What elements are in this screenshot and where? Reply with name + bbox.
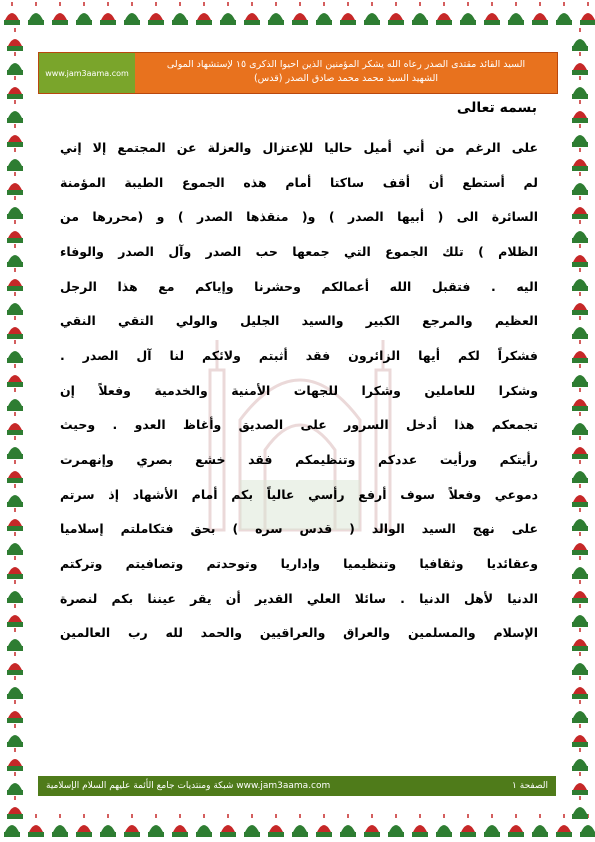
mosque-motif-icon: [28, 2, 44, 25]
mosque-motif-icon: [7, 268, 23, 291]
mosque-motif-icon: [572, 436, 588, 459]
body-line: على الرغم من أني أميل حاليا للإعتزال والعزلة عن المجتمع إلا إني: [60, 139, 538, 155]
mosque-motif-icon: [7, 556, 23, 579]
body-line: الظلام ) تلك الجموع التي جمعها حب الصدر وآل الصدر والوفاء: [60, 243, 538, 259]
mosque-motif-icon: [7, 676, 23, 699]
mosque-motif-icon: [7, 340, 23, 363]
header-title-line-2: الشهيد السيد محمد محمد صادق الصدر (قدس): [253, 73, 439, 84]
header-bar: [38, 52, 558, 94]
mosque-motif-icon: [7, 724, 23, 747]
mosque-motif-icon: [532, 2, 548, 25]
mosque-motif-icon: [7, 196, 23, 219]
mosque-motif-icon: [7, 436, 23, 459]
mosque-motif-icon: [268, 2, 284, 25]
mosque-motif-icon: [7, 460, 23, 483]
mosque-motif-icon: [460, 2, 476, 25]
mosque-motif-icon: [7, 364, 23, 387]
mosque-motif-icon: [572, 724, 588, 747]
mosque-motif-icon: [572, 172, 588, 195]
mosque-motif-icon: [484, 2, 500, 25]
mosque-motif-icon: [244, 814, 260, 837]
mosque-motif-icon: [572, 340, 588, 363]
mosque-motif-icon: [532, 814, 548, 837]
mosque-motif-icon: [572, 364, 588, 387]
body-line: اليه . فتقبل الله أعمالكم وحشرنا وإياكم مع هذا الرجل: [60, 278, 538, 294]
mosque-motif-icon: [484, 814, 500, 837]
mosque-motif-icon: [172, 2, 188, 25]
footer-site-url[interactable]: www.jam3aama.com: [236, 781, 331, 791]
mosque-motif-icon: [572, 268, 588, 291]
mosque-motif-icon: [7, 532, 23, 555]
footer-bar: [38, 776, 556, 796]
mosque-motif-icon: [7, 580, 23, 603]
mosque-motif-icon: [220, 814, 236, 837]
mosque-motif-icon: [572, 148, 588, 171]
mosque-motif-icon: [7, 100, 23, 123]
mosque-motif-icon: [572, 556, 588, 579]
mosque-motif-icon: [7, 292, 23, 315]
mosque-motif-icon: [572, 52, 588, 75]
body-line: الدنيا لأهل الدنيا . سائلا العلي القدير أن يقر عيننا بكم لنصرة: [60, 590, 538, 606]
mosque-motif-icon: [508, 814, 524, 837]
mosque-motif-icon: [436, 814, 452, 837]
mosque-motif-icon: [572, 652, 588, 675]
mosque-motif-icon: [7, 220, 23, 243]
mosque-motif-icon: [7, 28, 23, 51]
mosque-motif-icon: [268, 814, 284, 837]
body-line: فشكراً لكم أيها الزائرون فقد أثبتم ولائكم لنا آل الصدر .: [60, 347, 538, 363]
mosque-motif-icon: [7, 484, 23, 507]
mosque-motif-icon: [100, 2, 116, 25]
mosque-motif-icon: [364, 2, 380, 25]
body-line: وعقائديا وثقافيا وتنظيميا وإداريا وتوحدتم وتصافيتم وتركتم: [60, 556, 538, 572]
mosque-motif-icon: [572, 460, 588, 483]
mosque-motif-icon: [52, 814, 68, 837]
mosque-motif-icon: [76, 2, 92, 25]
mosque-motif-icon: [572, 316, 588, 339]
mosque-motif-icon: [572, 412, 588, 435]
header-site-url[interactable]: www.jam3aama.com: [39, 53, 135, 93]
mosque-motif-icon: [572, 124, 588, 147]
mosque-motif-icon: [244, 2, 260, 25]
document-heading: بسمه تعالى: [456, 100, 537, 116]
mosque-motif-icon: [220, 2, 236, 25]
mosque-motif-icon: [148, 814, 164, 837]
mosque-motif-icon: [572, 532, 588, 555]
mosque-motif-icon: [572, 508, 588, 531]
mosque-motif-icon: [572, 700, 588, 723]
mosque-motif-icon: [572, 220, 588, 243]
mosque-motif-icon: [100, 814, 116, 837]
mosque-motif-icon: [388, 814, 404, 837]
mosque-motif-icon: [7, 772, 23, 795]
mosque-motif-icon: [7, 628, 23, 651]
mosque-motif-icon: [124, 2, 140, 25]
mosque-motif-icon: [52, 2, 68, 25]
mosque-motif-icon: [7, 244, 23, 267]
mosque-motif-icon: [572, 292, 588, 315]
mosque-motif-icon: [316, 814, 332, 837]
body-line: وشكرا للعاملين وشكرا للجهات الأمنية والخدمية وفعلاً إن: [60, 382, 538, 398]
mosque-motif-icon: [572, 580, 588, 603]
mosque-motif-icon: [572, 28, 588, 51]
mosque-motif-icon: [508, 2, 524, 25]
mosque-motif-icon: [7, 76, 23, 99]
header-title: [135, 53, 557, 93]
body-line: الإسلام والمسلمين والعراق والعراقيين والحمد لله رب العالمين: [60, 625, 538, 641]
mosque-motif-icon: [572, 604, 588, 627]
mosque-motif-icon: [7, 172, 23, 195]
document-body: [60, 130, 538, 650]
mosque-motif-icon: [7, 700, 23, 723]
mosque-motif-icon: [292, 814, 308, 837]
footer-network-name: [46, 781, 330, 791]
mosque-motif-icon: [412, 814, 428, 837]
bottom-border-ornament: [0, 812, 595, 842]
top-border-ornament: [0, 0, 595, 30]
mosque-motif-icon: [340, 814, 356, 837]
mosque-motif-icon: [460, 814, 476, 837]
body-line: تجمعكم هذا أدخل السرور على الصديق وأغاظ العدو . وحيث: [60, 417, 538, 433]
mosque-motif-icon: [364, 814, 380, 837]
mosque-motif-icon: [7, 412, 23, 435]
mosque-motif-icon: [7, 508, 23, 531]
mosque-motif-icon: [196, 2, 212, 25]
mosque-motif-icon: [124, 814, 140, 837]
mosque-motif-icon: [148, 2, 164, 25]
mosque-motif-icon: [572, 772, 588, 795]
mosque-motif-icon: [572, 796, 588, 819]
mosque-motif-icon: [572, 484, 588, 507]
right-border-ornament: [565, 0, 595, 842]
body-line: رأيتكم ورأيت عددكم وتنظيمكم فقد خشع بصري وإنهمرت: [60, 452, 538, 468]
mosque-motif-icon: [572, 388, 588, 411]
mosque-motif-icon: [572, 244, 588, 267]
mosque-motif-icon: [572, 196, 588, 219]
mosque-motif-icon: [76, 814, 92, 837]
mosque-motif-icon: [340, 2, 356, 25]
mosque-motif-icon: [7, 604, 23, 627]
mosque-motif-icon: [388, 2, 404, 25]
body-line: السائرة الى ( أبيها الصدر ) و( منقذها الصدر ) و (محررها من: [60, 209, 538, 225]
left-border-ornament: [0, 0, 30, 842]
mosque-motif-icon: [7, 748, 23, 771]
mosque-motif-icon: [316, 2, 332, 25]
mosque-motif-icon: [7, 52, 23, 75]
mosque-motif-icon: [7, 148, 23, 171]
body-line: العظيم والمرجع الكبير والسيد الجليل والولي التقي النقي: [60, 313, 538, 329]
body-line: لم أستطع أن أقف ساكتا أمام هذه الجموع الطيبة المؤمنة: [60, 174, 538, 190]
mosque-motif-icon: [572, 100, 588, 123]
mosque-motif-icon: [7, 124, 23, 147]
mosque-motif-icon: [572, 76, 588, 99]
mosque-motif-icon: [28, 814, 44, 837]
mosque-motif-icon: [572, 676, 588, 699]
mosque-motif-icon: [7, 796, 23, 819]
mosque-motif-icon: [196, 814, 212, 837]
mosque-motif-icon: [572, 628, 588, 651]
footer-page-label: الصفحة ١: [512, 781, 548, 791]
mosque-motif-icon: [436, 2, 452, 25]
header-title-line-1: السيد القائد مقتدى الصدر رعاه الله يشكر المؤمنين الذين احيوا الذكرى ١٥ لإستشهاد المولى: [166, 59, 526, 70]
mosque-motif-icon: [292, 2, 308, 25]
body-line: على نهج السيد الوالد ( قدس سره ) بحق فتكاملتم إسلاميا: [60, 521, 538, 537]
mosque-motif-icon: [172, 814, 188, 837]
mosque-motif-icon: [572, 748, 588, 771]
mosque-motif-icon: [7, 652, 23, 675]
footer-network-title: شبكة ومنتديات جامع الأئمة عليهم السلام الإسلامية: [46, 781, 234, 791]
mosque-motif-icon: [7, 388, 23, 411]
mosque-motif-icon: [7, 316, 23, 339]
body-line: دموعي وفعلاً سوف أرفع رأسي عالياً بكم أمام الأشهاد إذ سرتم: [60, 486, 538, 502]
mosque-motif-icon: [412, 2, 428, 25]
